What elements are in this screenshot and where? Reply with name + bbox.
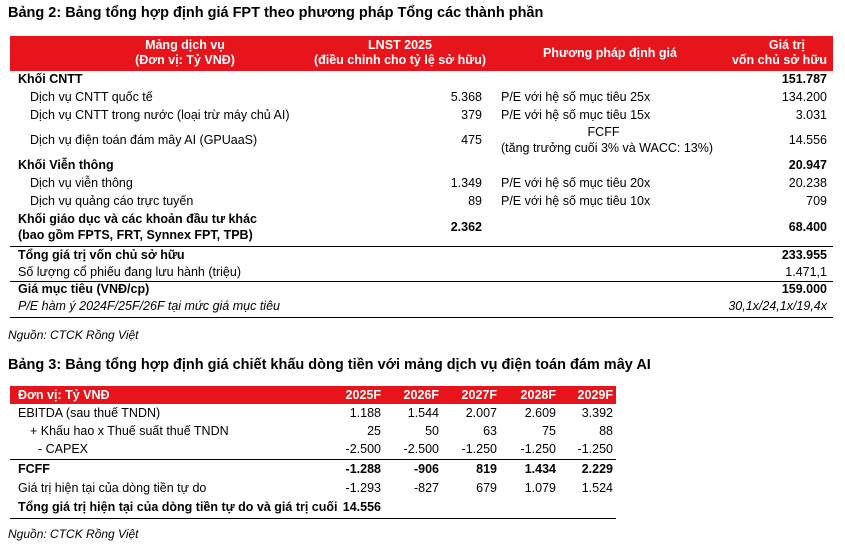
year-header: 2027F	[461, 388, 497, 402]
row-label: - CAPEX	[38, 442, 89, 456]
row-value: 819	[476, 462, 497, 476]
row-value: 68.400	[788, 220, 827, 234]
row-value: 1.434	[524, 462, 556, 476]
year-header: 2026F	[403, 388, 439, 402]
row-value: 3.031	[795, 108, 827, 122]
col-value-header-line1: Giá trị	[768, 38, 805, 52]
unit-label: Đơn vị: Tỷ VNĐ	[18, 388, 110, 402]
table1-title: Bảng 2: Bảng tổng hợp định giá FPT theo phương pháp Tổng các thành phần	[8, 5, 544, 21]
row-value: -2.500	[345, 442, 381, 456]
row-method: P/E với hệ số mục tiêu 25x	[501, 90, 651, 104]
row-method-line2: (tăng trưởng cuối 3% và WACC: 13%)	[501, 141, 714, 155]
row-value: -1.250	[461, 442, 497, 456]
summary-value: 159.000	[781, 282, 827, 296]
row-method-line1: FCFF	[587, 125, 620, 139]
table1-row	[10, 125, 833, 157]
row-lnst: 475	[461, 133, 482, 147]
col-method-header: Phương pháp định giá	[543, 46, 677, 60]
row-label-line1: Khối giáo dục và các khoản đầu tư khác	[18, 212, 257, 226]
row-label: + Khấu hao x Thuế suất thuế TNDN	[30, 424, 229, 438]
row-label: Khối CNTT	[18, 72, 83, 86]
table2-title: Bảng 3: Bảng tổng hợp định giá chiết khấu dòng tiền với mảng dịch vụ điện toán đám mây AI	[8, 357, 651, 373]
summary-value: 1.471,1	[785, 265, 827, 279]
summary-value: 30,1x/24,1x/19,4x	[728, 299, 827, 313]
col-lnst-header-line2: (điều chỉnh cho tỷ lệ sở hữu)	[313, 53, 487, 67]
row-label: EBITDA (sau thuế TNDN)	[18, 406, 161, 420]
col-lnst-header-line1: LNST 2025	[368, 38, 432, 52]
row-lnst: 5.368	[450, 90, 482, 104]
row-value: 679	[476, 481, 497, 495]
row-value: -827	[413, 481, 439, 495]
divider	[10, 459, 616, 460]
row-label: Dịch vụ CNTT trong nước (loại trừ máy chủ AI)	[30, 108, 290, 122]
row-label-line2: (bao gồm FPTS, FRT, Synnex FPT, TPB)	[18, 228, 253, 242]
summary-label: Giá mục tiêu (VNĐ/cp)	[18, 282, 150, 296]
table2-header	[10, 386, 616, 404]
row-value: -1.293	[345, 481, 381, 495]
year-header: 2025F	[345, 388, 381, 402]
summary-value: 233.955	[781, 248, 827, 262]
row-value: 1.188	[349, 406, 381, 420]
row-lnst: 2.362	[450, 220, 482, 234]
divider	[10, 317, 833, 318]
row-method: P/E với hệ số mục tiêu 20x	[501, 176, 651, 190]
row-value: 20.238	[788, 176, 827, 190]
divider	[10, 518, 616, 519]
row-label: Khối Viễn thông	[18, 158, 114, 172]
row-lnst: 89	[468, 194, 482, 208]
year-header: 2028F	[520, 388, 556, 402]
total-label: Tổng giá trị hiện tại của dòng tiền tự do và giá trị cuối	[18, 500, 338, 514]
col-service-header	[100, 38, 270, 68]
row-value: 20.947	[788, 158, 827, 172]
row-value: 2.609	[524, 406, 556, 420]
row-label: Dịch vụ viễn thông	[30, 176, 133, 190]
col-service-header-line2: (Đơn vị: Tỷ VNĐ)	[135, 53, 235, 67]
col-lnst-header	[300, 38, 500, 68]
row-value: 2.007	[465, 406, 497, 420]
row-value: 151.787	[781, 72, 827, 86]
col-value-header	[710, 38, 833, 68]
row-value: 63	[483, 424, 497, 438]
row-value: -1.250	[520, 442, 556, 456]
row-value: 3.392	[581, 406, 613, 420]
row-value: 1.079	[524, 481, 556, 495]
table1-row	[10, 212, 833, 244]
row-value: 1.544	[407, 406, 439, 420]
row-value: 50	[425, 424, 439, 438]
row-lnst: 1.349	[450, 176, 482, 190]
row-value: -1.250	[577, 442, 613, 456]
row-label: Dịch vụ quảng cáo trực tuyến	[30, 194, 194, 208]
table2-source: Nguồn: CTCK Rồng Việt	[8, 527, 139, 541]
col-service-header-line1: Mảng dịch vụ	[145, 38, 225, 52]
row-value: 2.229	[581, 462, 613, 476]
table1-header	[10, 36, 833, 71]
row-value: -1.288	[345, 462, 381, 476]
row-value: -906	[413, 462, 439, 476]
divider	[10, 246, 833, 247]
row-label: Giá trị hiện tại của dòng tiền tự do	[18, 481, 207, 495]
col-value-header-line2: vốn chủ sở hữu	[731, 53, 827, 67]
summary-label: Tổng giá trị vốn chủ sở hữu	[18, 248, 185, 262]
table1-source: Nguồn: CTCK Rồng Việt	[8, 328, 139, 342]
total-value: 14.556	[342, 500, 381, 514]
row-value: -2.500	[403, 442, 439, 456]
row-value: 88	[599, 424, 613, 438]
row-label: Dịch vụ điện toán đám mây AI (GPUaaS)	[30, 133, 258, 147]
row-value: 1.524	[581, 481, 613, 495]
row-value: 709	[806, 194, 827, 208]
summary-label: Số lượng cổ phiếu đang lưu hành (triệu)	[18, 265, 241, 279]
year-header: 2029F	[577, 388, 613, 402]
row-method: P/E với hệ số mục tiêu 10x	[501, 194, 651, 208]
row-value: 14.556	[788, 133, 827, 147]
summary-label: P/E hàm ý 2024F/25F/26F tại mức giá mục tiêu	[18, 299, 280, 313]
row-value: 25	[367, 424, 381, 438]
row-value: 134.200	[781, 90, 827, 104]
row-value: 75	[542, 424, 556, 438]
row-lnst: 379	[461, 108, 482, 122]
row-method: P/E với hệ số mục tiêu 15x	[501, 108, 651, 122]
row-label: Dịch vụ CNTT quốc tế	[30, 90, 153, 104]
row-label: FCFF	[18, 462, 50, 476]
